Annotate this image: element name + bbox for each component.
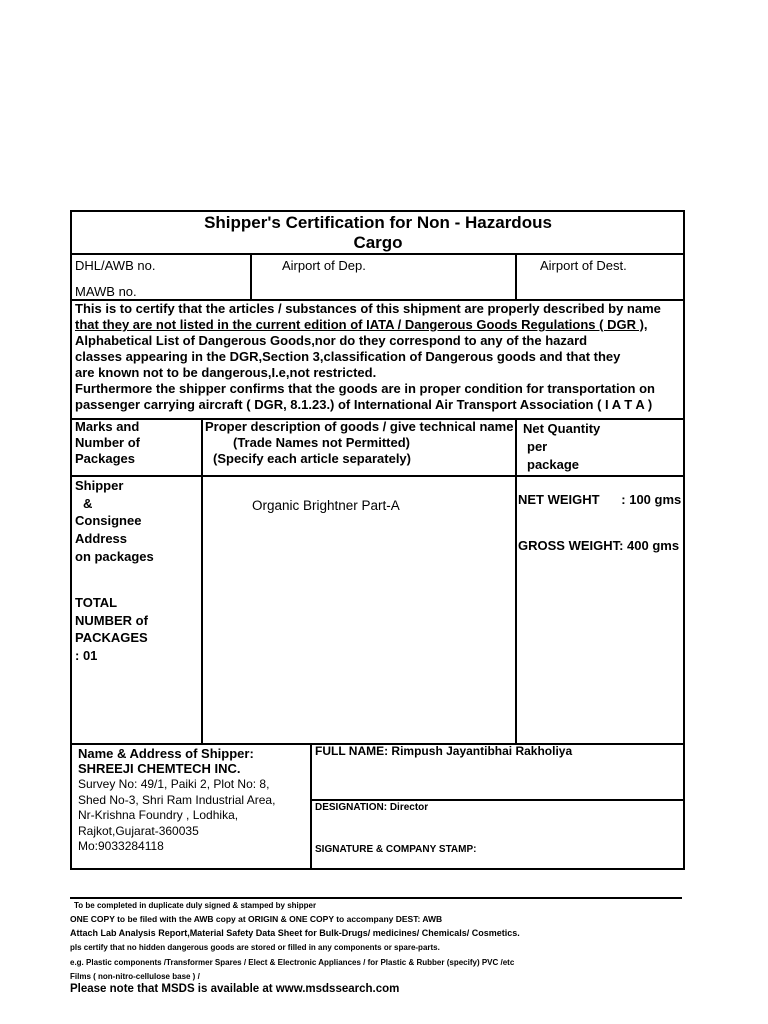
- net-quantity-header-line: package: [527, 457, 580, 472]
- label-line: : 01: [75, 647, 98, 663]
- cert-line: are known not to be dangerous,I.e,not restricted.: [75, 365, 377, 380]
- cert-line: classes appearing in the DGR,Section 3,classification of Dangerous goods and that they: [75, 349, 621, 364]
- cert-line: This is to certify that the articles / substances of this shipment are properly described by name: [75, 301, 661, 316]
- marks-header-line: Packages: [75, 451, 135, 466]
- note-line: Films ( non-nitro-cellulose base ) /: [70, 972, 200, 981]
- mawb-label: MAWB no.: [75, 284, 137, 299]
- page-title: [72, 213, 684, 253]
- designation: DESIGNATION: Director: [315, 802, 429, 813]
- label-line: Shipper: [75, 478, 124, 493]
- marks-header: [75, 419, 140, 467]
- note-line: To be completed in duplicate duly signed & stamped by shipper: [74, 901, 317, 910]
- label-line: PACKAGES: [75, 630, 148, 645]
- cert-line: passenger carrying aircraft ( DGR, 8.1.23.) of International Air Transport Association ( I A T A ): [75, 397, 653, 412]
- address-line: Rajkot,Gujarat-360035: [78, 823, 199, 838]
- cert-line: Furthermore the shipper confirms that the goods are in proper condition for transportation on: [75, 381, 655, 396]
- description-header: [205, 419, 513, 467]
- label-line: NUMBER of: [75, 612, 148, 628]
- description-header-line: Proper description of goods / give technical name: [205, 419, 514, 434]
- net-quantity-header-line: Net Quantity: [523, 421, 601, 436]
- divider: [310, 799, 684, 801]
- full-name: FULL NAME: Rimpush Jayantibhai Rakholiya: [315, 744, 573, 758]
- description-header-line: (Specify each article separately): [213, 451, 411, 466]
- shipper-consignee-label: [75, 477, 154, 566]
- total-packages-label: [75, 594, 148, 664]
- marks-header-line: Number of: [75, 435, 140, 450]
- divider: [201, 419, 203, 743]
- note-line: e.g. Plastic components /Transformer Spares / Elect & Electronic Appliances / for Plastic & Rubber (specify) PVC /etc: [70, 958, 515, 967]
- label-line: Consignee: [75, 513, 142, 529]
- footer-rule: [70, 897, 682, 899]
- description-header-line: (Trade Names not Permitted): [233, 435, 410, 450]
- address-line: Mo:9033284118: [78, 839, 164, 853]
- cert-line: that they are not listed in the current edition of IATA / Dangerous Goods Regulations ( DGR ),: [75, 317, 648, 332]
- goods-description: Organic Brightner Part-A: [252, 498, 400, 513]
- shipper-label: Name & Address of Shipper:: [78, 746, 254, 761]
- shipper-company: SHREEJI CHEMTECH INC.: [78, 761, 241, 776]
- address-line: Shed No-3, Shri Ram Industrial Area,: [78, 792, 276, 807]
- address-line: Nr-Krishna Foundry , Lodhika,: [78, 808, 239, 822]
- title-line-1: Shipper's Certification for Non - Hazardous: [204, 213, 552, 232]
- net-quantity-header: [523, 420, 600, 474]
- gross-weight: GROSS WEIGHT: 400 gms: [518, 538, 680, 553]
- address-line: Survey No: 49/1, Paiki 2, Plot No: 8,: [78, 777, 270, 791]
- dhl-awb-label: DHL/AWB no.: [75, 258, 156, 273]
- divider: [515, 254, 517, 299]
- note-line: pls certify that no hidden dangerous goods are stored or filled in any components or spare-parts.: [70, 943, 440, 952]
- label-line: Address: [75, 531, 128, 547]
- divider: [71, 475, 684, 477]
- airport-dest-label: Airport of Dest.: [540, 258, 627, 273]
- net-quantity-header-line: per: [527, 439, 548, 454]
- note-line: ONE COPY to be filed with the AWB copy at ORIGIN & ONE COPY to accompany DEST: AWB: [70, 914, 443, 924]
- title-line-2: Cargo: [353, 233, 403, 252]
- msds-note: Please note that MSDS is available at www.msdssearch.com: [70, 983, 400, 995]
- label-line: TOTAL: [75, 595, 118, 610]
- airport-dep-label: Airport of Dep.: [282, 258, 366, 273]
- divider: [250, 254, 252, 299]
- certification-statement: [75, 301, 661, 413]
- marks-header-line: Marks and: [75, 419, 140, 434]
- label-line: &: [83, 495, 93, 511]
- note-line: Attach Lab Analysis Report,Material Safety Data Sheet for Bulk-Drugs/ medicines/ Chemicals/ Cosmetics.: [70, 928, 520, 938]
- net-weight: NET WEIGHT : 100 gms: [518, 492, 682, 507]
- divider: [310, 744, 312, 869]
- signature-stamp: SIGNATURE & COMPANY STAMP:: [315, 844, 477, 855]
- label-line: on packages: [75, 548, 154, 564]
- divider: [71, 253, 684, 255]
- divider: [515, 419, 517, 743]
- cert-line: Alphabetical List of Dangerous Goods,nor do they correspond to any of the hazard: [75, 333, 588, 348]
- shipper-address: [78, 777, 275, 855]
